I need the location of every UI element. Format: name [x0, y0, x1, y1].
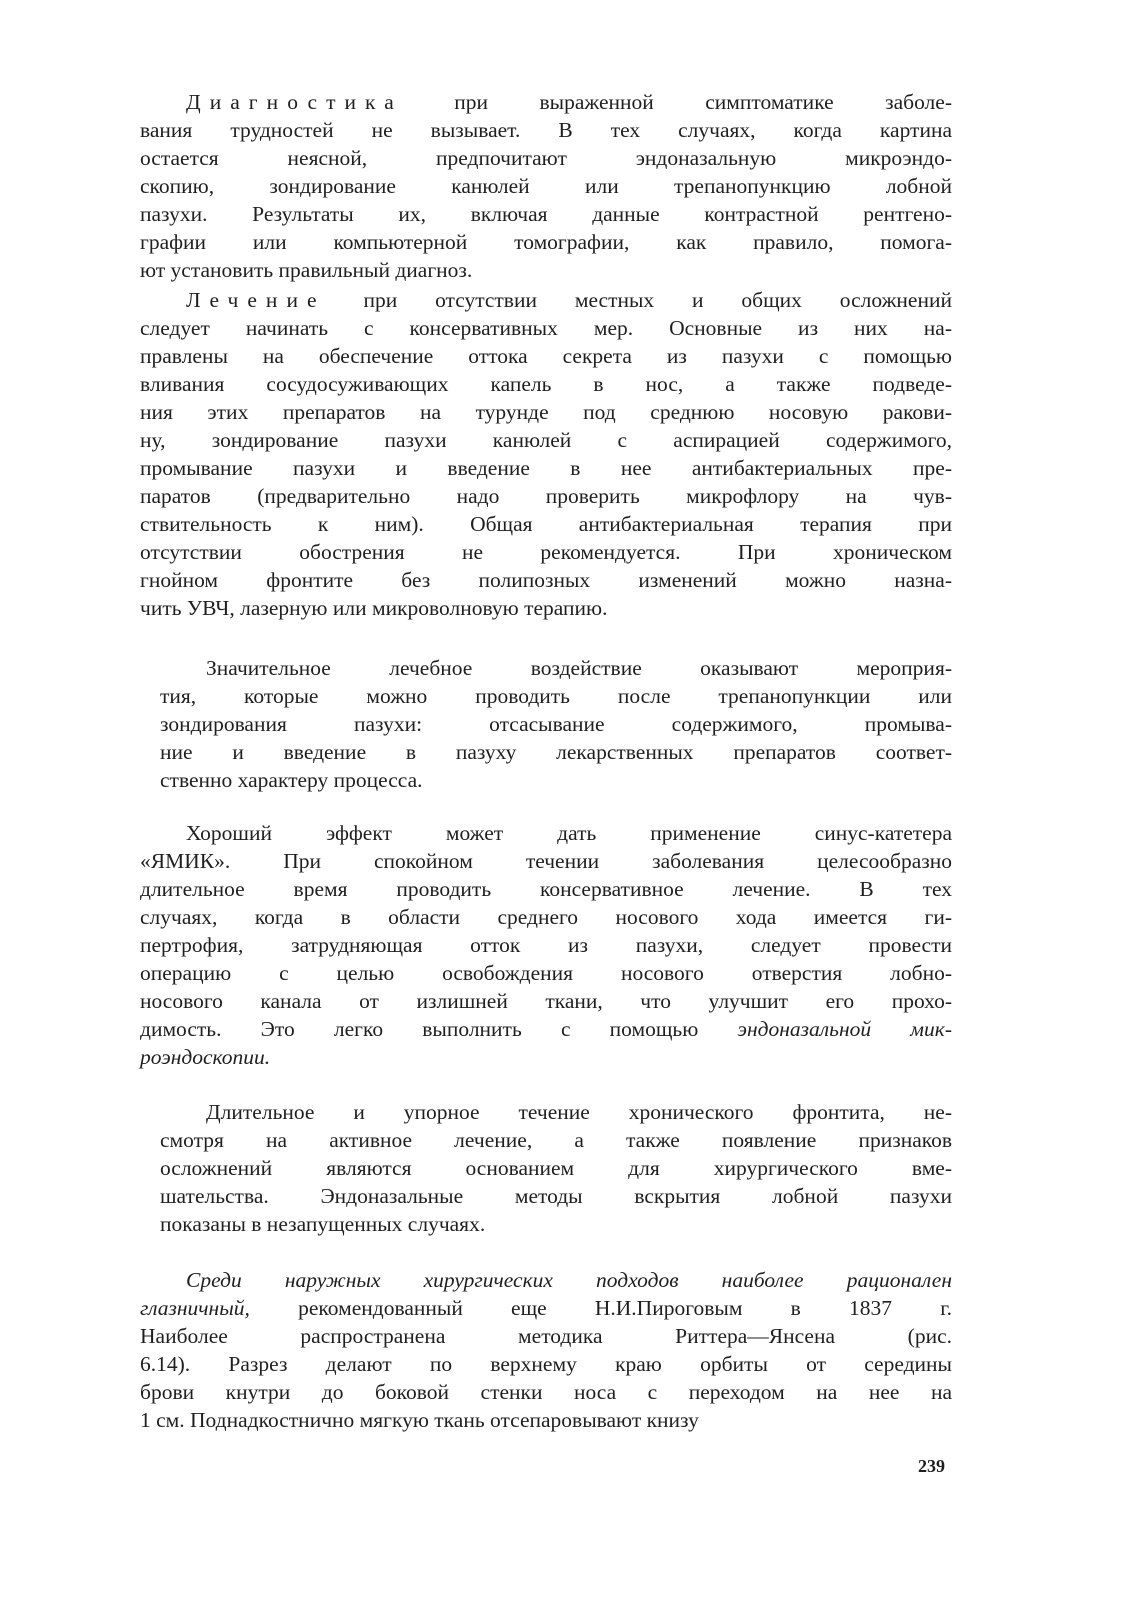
- text-line: ют установить правильный диагноз.: [140, 258, 473, 282]
- paragraph-procedures: [160, 654, 952, 794]
- text-line: пазухи. Результаты их, включая данные контрастной рентгено-: [140, 202, 952, 226]
- text-line: вания трудностей не вызывает. В тех случаях, когда картина: [140, 118, 952, 142]
- text-line: показаны в незапущенных случаях.: [160, 1212, 486, 1236]
- paragraph-diagnostics: [140, 88, 952, 284]
- text-line: ну, зондирование пазухи канюлей с аспирацией содержимого,: [140, 428, 952, 452]
- text-line: Лечение при отсутствии местных и общих осложнений: [186, 288, 952, 312]
- text-line: глазничный, рекомендованный еще Н.И.Пироговым в 1837 г.: [140, 1296, 952, 1320]
- paragraph-external-approach: [140, 1266, 952, 1434]
- paragraph-surgery-indications: [160, 1098, 952, 1238]
- text-line: 1 см. Поднадкостнично мягкую ткань отсепаровывают книзу: [140, 1408, 699, 1432]
- text-line: графии или компьютерной томографии, как правило, помога-: [140, 230, 952, 254]
- text-line: пертрофия, затрудняющая отток из пазухи, следует провести: [140, 933, 952, 957]
- text-line: Диагностика при выраженной симптоматике заболе-: [186, 90, 952, 114]
- text-line: промывание пазухи и введение в нее антибактериальных пре-: [140, 456, 952, 480]
- text-line: следует начинать с консервативных мер. Основные из них на-: [140, 316, 952, 340]
- text-line: брови кнутри до боковой стенки носа с переходом на нее на: [140, 1380, 952, 1404]
- text-line: правлены на обеспечение оттока секрета из пазухи с помощью: [140, 344, 952, 368]
- text-line: операцию с целью освобождения носового отверстия лобно-: [140, 961, 952, 985]
- text-line: шательства. Эндоназальные методы вскрытия лобной пазухи: [160, 1184, 952, 1208]
- text-line: димость. Это легко выполнить с помощью эндоназальной мик-: [140, 1017, 952, 1041]
- paragraph-catheter: [140, 819, 952, 1071]
- run-in-heading: Диагностика: [186, 90, 403, 114]
- text-line: ние и введение в пазуху лекарственных препаратов соответ-: [160, 740, 952, 764]
- text-line: Хороший эффект может дать применение синус-катетера: [186, 821, 952, 845]
- text-line: ственно характеру процесса.: [160, 768, 423, 792]
- text-line: длительное время проводить консервативное лечение. В тех: [140, 877, 952, 901]
- text-line: тия, которые можно проводить после трепанопункции или: [160, 684, 952, 708]
- page-number: 239: [918, 1456, 945, 1476]
- text-line: осложнений являются основанием для хирургического вме-: [160, 1156, 952, 1180]
- text-line: остается неясной, предпочитают эндоназальную микроэндо-: [140, 146, 952, 170]
- text-line: Среди наружных хирургических подходов наиболее рационален: [186, 1268, 952, 1292]
- text-line: паратов (предварительно надо проверить микрофлору на чув-: [140, 484, 952, 508]
- text-line: ния этих препаратов на турунде под среднюю носовую ракови-: [140, 400, 952, 424]
- text-line: Длительное и упорное течение хронического фронтита, не-: [206, 1100, 952, 1124]
- text-line: скопию, зондирование канюлей или трепанопункцию лобной: [140, 174, 952, 198]
- text-line: «ЯМИК». При спокойном течении заболевания целесообразно: [140, 849, 952, 873]
- paragraph-treatment: [140, 286, 952, 622]
- text-line: вливания сосудосуживающих капель в нос, а также подведе-: [140, 372, 952, 396]
- text-line: Наиболее распространена методика Риттера—Янсена (рис.: [140, 1324, 952, 1348]
- run-in-heading: Лечение: [186, 288, 326, 312]
- text-line: случаях, когда в области среднего носового хода имеется ги-: [140, 905, 952, 929]
- text-line: носового канала от излишней ткани, что улучшит его прохо-: [140, 989, 952, 1013]
- text-line: 6.14). Разрез делают по верхнему краю орбиты от середины: [140, 1352, 952, 1376]
- text-line: роэндоскопии.: [140, 1045, 271, 1069]
- text-line: гнойном фронтите без полипозных изменений можно назна-: [140, 568, 952, 592]
- text-line: смотря на активное лечение, а также появление признаков: [160, 1128, 952, 1152]
- text-line: чить УВЧ, лазерную или микроволновую терапию.: [140, 596, 608, 620]
- text-line: ствительность к ним). Общая антибактериальная терапия при: [140, 512, 952, 536]
- text-line: зондирования пазухи: отсасывание содержимого, промыва-: [160, 712, 952, 736]
- text-line: Значительное лечебное воздействие оказывают мероприя-: [206, 656, 952, 680]
- text-line: отсутствии обострения не рекомендуется. При хроническом: [140, 540, 952, 564]
